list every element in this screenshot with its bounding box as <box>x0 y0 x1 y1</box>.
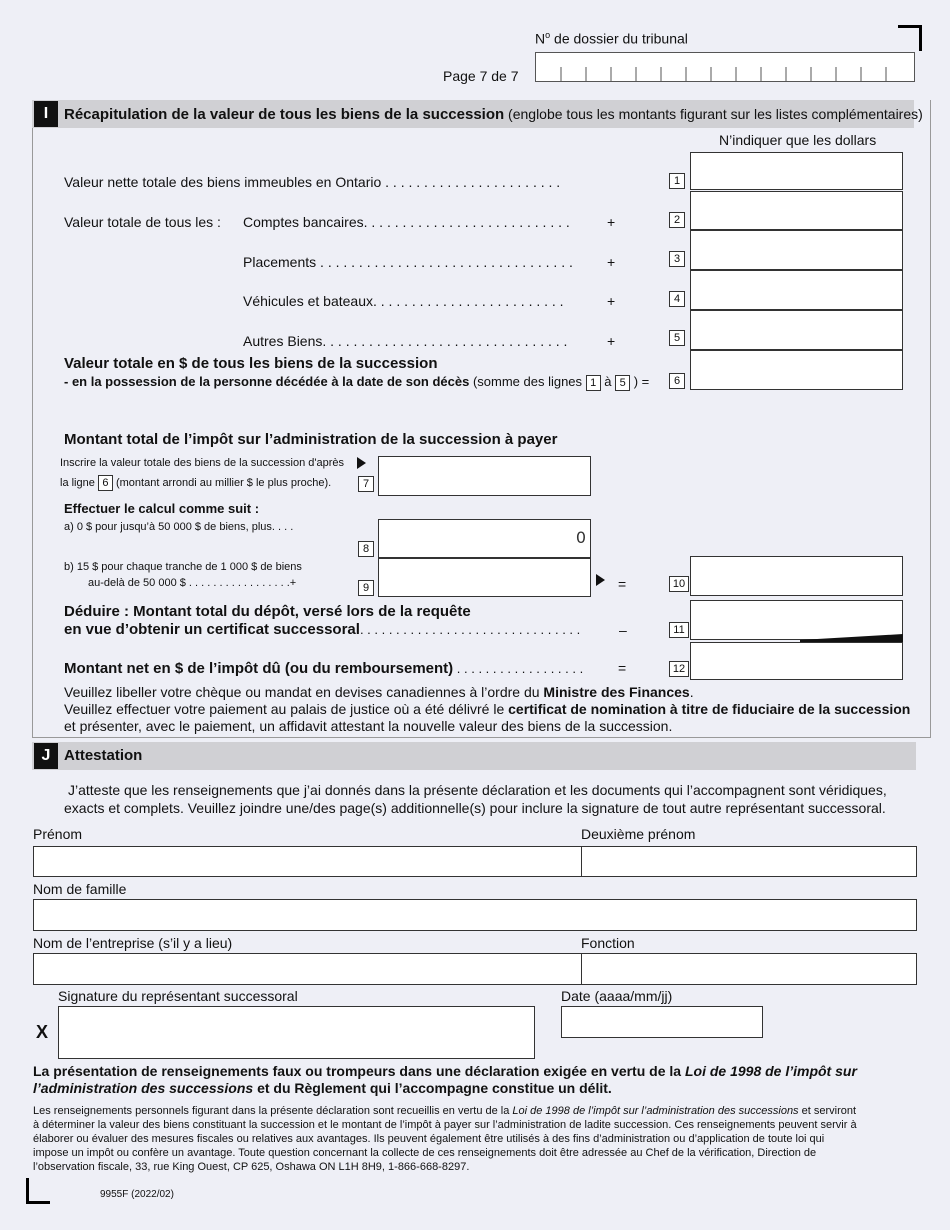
section-j-header <box>32 742 916 770</box>
line-2-amount-input[interactable] <box>690 191 903 230</box>
last-name-label: Nom de famille <box>33 881 127 897</box>
line-number-2: 2 <box>669 212 685 228</box>
line-number-3: 3 <box>669 251 685 267</box>
ref-line-6: 6 <box>98 475 113 491</box>
line-5-label: Autres Biens. . . . . . . . . . . . . . . . . . . . . . . . . . . . . . . . <box>243 333 568 349</box>
middle-name-label: Deuxième prénom <box>581 826 696 842</box>
line-6-amount-input[interactable] <box>690 350 903 390</box>
false-statement-warning: La présentation de renseignements faux ou trompeurs dans une déclaration exigée en vertu de la Loi de 1998 de l’impôt sur l’administration des successions et du Règlement qui l’accompagne constitue un délit. <box>33 1063 857 1096</box>
line-7-instruction-1: Inscrire la valeur totale des biens de la succession d'après <box>60 457 344 469</box>
line-8-amount-input[interactable] <box>378 519 591 558</box>
line-10-equals: = <box>618 576 627 592</box>
line-11-label-1: Déduire : Montant total du dépôt, versé lors de la requête <box>64 603 471 620</box>
calculation-heading: Effectuer le calcul comme suit : <box>64 501 260 516</box>
line-5-amount-input[interactable] <box>690 310 903 350</box>
privacy-notice: Les renseignements personnels figurant dans la présente déclaration sont recueillis en vertu de la Loi de 1998 de l’impôt sur l’administration des successions et serviront à déterminer la valeur des biens constituant la succession et le montant de l’impôt à payer sur l’administration de ladite succession. Ces renseignements peuvent servir à élaborer ou évaluer des mesures fiscales ou relatives aux avantages. Ils peuvent également être utilisés à des fins d’administration ou d’application de toute loi qui impose un impôt ou confère un avantage. Toute question concernant la collecte de ces renseignements doit être adressée au Chef de la vérification, Direction de l’observation fiscale, 33, rue King Ouest, CP 625, Oshawa ON L1H 8H9, 1-866-668-8297. <box>33 1105 857 1173</box>
court-file-label: $N^o$ de dossier du tribunal <box>535 30 688 47</box>
middle-name-input[interactable] <box>581 846 917 877</box>
line-number-9: 9 <box>358 580 374 596</box>
signature-input[interactable] <box>58 1006 535 1059</box>
last-name-input[interactable] <box>33 899 917 931</box>
line-3-amount-input[interactable] <box>690 230 903 270</box>
line-7-amount-input[interactable] <box>378 456 591 496</box>
line-number-12: 12 <box>669 661 689 677</box>
line-1-label: Valeur nette totale des biens immeubles en Ontario . . . . . . . . . . . . . . . . . . . . . . . <box>64 174 561 190</box>
line-number-11: 11 <box>669 622 689 638</box>
section-j-letter: J <box>34 743 58 769</box>
court-payment-instruction-1: Veuillez effectuer votre paiement au palais de justice où a été délivré le certificat de nomination à titre de fiduciaire de la succession <box>64 701 911 717</box>
line-number-4: 4 <box>669 291 685 307</box>
line-11-label-2: en vue d’obtenir un certificat successoral. . . . . . . . . . . . . . . . . . . . . . . . . . . . . . . <box>64 621 581 638</box>
line-2-label: Comptes bancaires. . . . . . . . . . . . . . . . . . . . . . . . . . . <box>243 214 570 230</box>
function-input[interactable] <box>581 953 917 985</box>
court-payment-instruction-2: et présenter, avec le paiement, un affidavit attestant la nouvelle valeur des biens de la succession. <box>64 718 673 734</box>
section-j-title: Attestation <box>64 747 143 764</box>
form-code: 9955F (2022/02) <box>100 1189 174 1200</box>
line-number-1: 1 <box>669 173 685 189</box>
line-number-10: 10 <box>669 576 689 592</box>
total-value-of-label: Valeur totale de tous les : <box>64 214 221 230</box>
total-value-heading: Valeur totale en $ de tous les biens de la succession <box>64 355 438 372</box>
line-9-label-2: au-delà de 50 000 $ . . . . . . . . . . . . . . . . .+ <box>88 577 297 589</box>
company-label: Nom de l’entreprise (s’il y a lieu) <box>33 935 233 951</box>
line-12-equals: = <box>618 660 627 676</box>
first-name-input[interactable] <box>33 846 582 877</box>
section-i-title: Récapitulation de la valeur de tous les biens de la succession (englobe tous les montants figurant sur les listes complémentaires) <box>64 106 923 123</box>
line-2-plus: + <box>607 214 616 230</box>
first-name-label: Prénom <box>33 826 83 842</box>
ref-line-1: 1 <box>586 375 601 391</box>
line-8-value: 0 <box>575 528 586 547</box>
attestation-line-2: exacts et complets. Veuillez joindre une/des page(s) additionnelle(s) pour inclure la signature de tout autre représentant successoral. <box>64 800 886 816</box>
line-10-amount-input[interactable] <box>690 556 903 596</box>
court-file-comb-lines <box>536 53 914 81</box>
line-11-minus: – <box>619 622 627 638</box>
line-12-amount-input[interactable] <box>690 642 903 680</box>
line-9-label-1: b) 15 $ pour chaque tranche de 1 000 $ de biens <box>64 561 302 573</box>
tax-heading: Montant total de l’impôt sur l’administration de la succession à payer <box>64 431 558 448</box>
corner-mark-bottom-left <box>26 1178 50 1204</box>
attestation-line-1: J’atteste que les renseignements que j’ai donnés dans la présente déclaration et les documents qui l’accompagnent sont véridiques, <box>68 782 887 798</box>
arrow-right-icon <box>596 574 606 586</box>
company-input[interactable] <box>33 953 582 985</box>
line-9-amount-input[interactable] <box>378 558 591 597</box>
line-number-8: 8 <box>358 541 374 557</box>
dollars-only-note: N’indiquer que les dollars <box>719 132 877 148</box>
function-label: Fonction <box>581 935 635 951</box>
line-7-instruction-2: la ligne 6 (montant arrondi au millier $ le plus proche). <box>60 476 332 489</box>
date-label: Date (aaaa/mm/jj) <box>561 988 673 1004</box>
total-value-subtext: - en la possession de la personne décédée à la date de son décès (somme des lignes 1 à 5 ) = <box>64 374 650 389</box>
arrow-right-icon <box>357 457 367 469</box>
line-1-amount-input[interactable] <box>690 152 903 190</box>
page-number: Page 7 de 7 <box>443 68 519 84</box>
line-4-plus: + <box>607 293 616 309</box>
ref-line-5: 5 <box>615 375 630 391</box>
corner-mark-top-right <box>898 25 922 51</box>
signature-x-mark: X <box>36 1022 49 1042</box>
line-8-label: a) 0 $ pour jusqu’à 50 000 $ de biens, plus. . . . <box>64 521 294 533</box>
cheque-instruction: Veuillez libeller votre chèque ou mandat en devises canadiennes à l’ordre du Ministre des Finances. <box>64 684 694 700</box>
court-file-number-input[interactable] <box>535 52 915 82</box>
line-3-label: Placements . . . . . . . . . . . . . . . . . . . . . . . . . . . . . . . . . <box>243 254 573 270</box>
section-i-letter: I <box>34 101 58 127</box>
signature-label: Signature du représentant successoral <box>58 988 298 1004</box>
line-number-6: 6 <box>669 373 685 389</box>
line-number-7: 7 <box>358 476 374 492</box>
line-5-plus: + <box>607 333 616 349</box>
line-4-label: Véhicules et bateaux. . . . . . . . . . . . . . . . . . . . . . . . . <box>243 293 564 309</box>
date-input[interactable] <box>561 1006 763 1038</box>
line-number-5: 5 <box>669 330 685 346</box>
line-12-label: Montant net en $ de l’impôt dû (ou du remboursement) . . . . . . . . . . . . . . . . . . <box>64 660 584 677</box>
line-4-amount-input[interactable] <box>690 270 903 310</box>
line-3-plus: + <box>607 254 616 270</box>
